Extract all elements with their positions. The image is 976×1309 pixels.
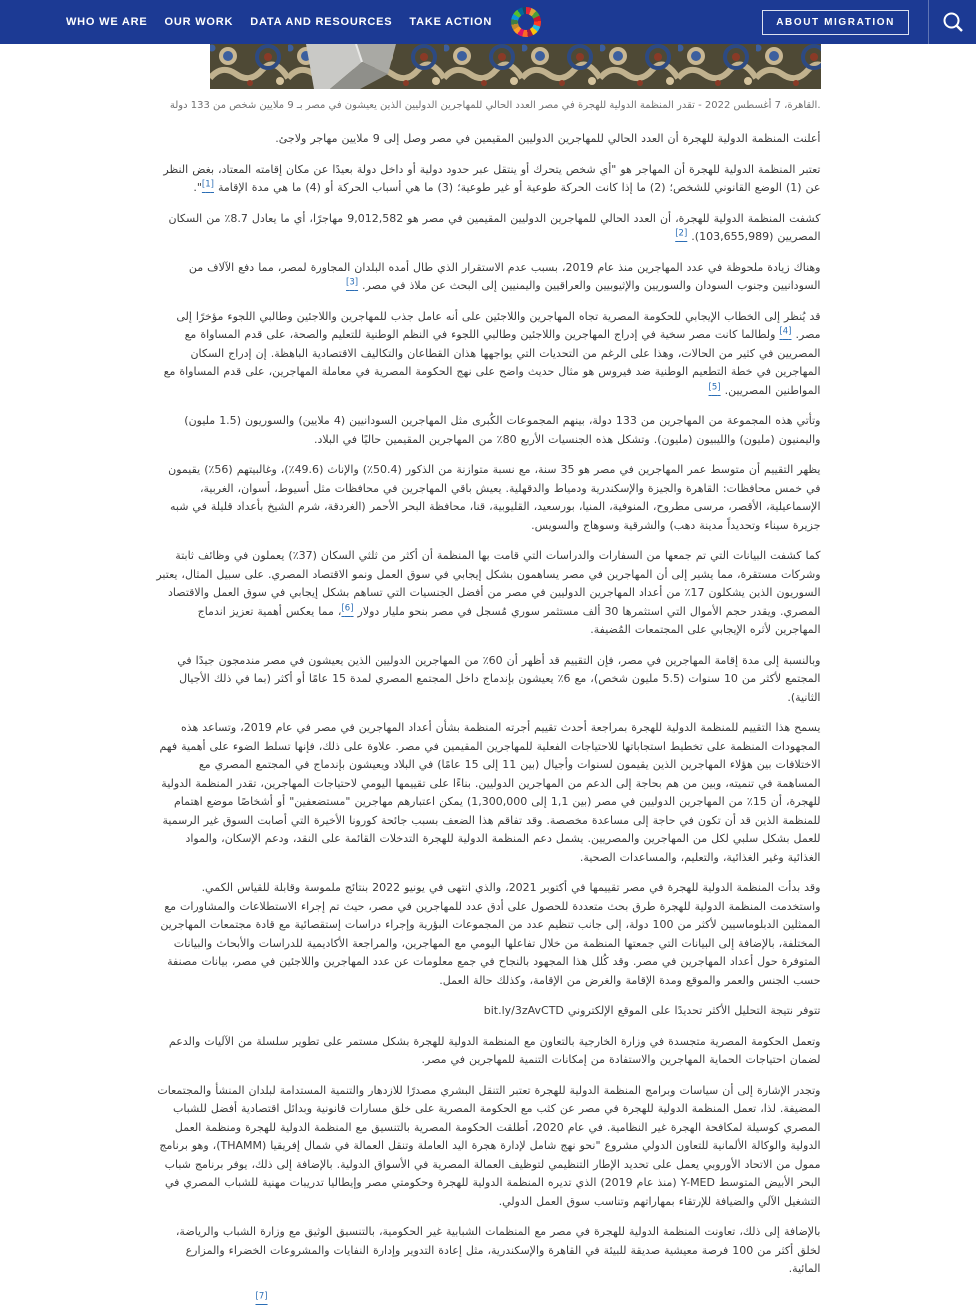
paragraph-text: وتعمل الحكومة المصرية متجسدة في وزارة الخارجية بالتعاون مع المنظمة الدولية للهجرة بشكل مستمر على تطوير سلسلة من الآليات والدعم لضمان احتياجات الحماية المهاجرين والاستفادة من إمكانات التنمية للمهاجرين في مصر. bbox=[169, 1035, 821, 1067]
search-button[interactable] bbox=[929, 0, 976, 44]
paragraph-text: أعلنت المنظمة الدولية للهجرة أن العدد الحالي للمهاجرين الدوليين المقيمين في مصر وصل إلى 9 ملايين مهاجر ولاجئ. bbox=[275, 132, 820, 145]
hero-figure bbox=[210, 44, 821, 89]
article-paragraph bbox=[156, 461, 821, 535]
article-page bbox=[156, 44, 821, 1309]
article-paragraph bbox=[156, 1291, 821, 1309]
article-paragraph bbox=[156, 719, 821, 867]
nav-item-take-action[interactable]: TAKE ACTION bbox=[409, 16, 492, 28]
paragraph-text: قد يُنظر إلى الخطاب الإيجابي للحكومة المصرية تجاه المهاجرين واللاجئين على أنه عامل جذب للمهاجرين واللاجئين وطالبي اللجوء مؤخرًا إلى مصر. bbox=[176, 310, 820, 342]
paragraph-text: وبالنسبة إلى مدة إقامة المهاجرين في مصر، فإن التقييم قد أظهر أن 60٪ من المهاجرين الدوليين الذين يعيشون في مصر مندمجون جيدًا في المجتمع لأكثر من 10 سنوات (5.5 مليون شخص)، مع 6٪ يعيشون بإندماج داخل المجتمع المصري لمدة 15 عامًا أو أكثر (بما في ذلك الأجيال الثانية). bbox=[177, 654, 820, 704]
sdg-wheel-logo-icon bbox=[511, 7, 541, 37]
paragraph-text: يظهر التقييم أن متوسط عمر المهاجرين في مصر هو 35 سنة، مع نسبة متوازنة من الذكور (50.4٪) والإناث (49.6٪)، وغالبيتهم (56٪) يقيمون في خمس محافظات: القاهرة والجيزة والإسكندرية ودمياط والدقهلية. يعيش باقي المهاجرين في محافظات مثل أسيوط، أسوان، الغربية، الإسماعيلية، الأقصر، مرسى مطروح، المنوفية، المنيا، بورسعيد، القليوبية، قنا، محافظة البحر الأحمر (الغردقة، شرم الشيخ بأعداد قليلة في شبه جزيرة سيناء وتحديداً مدينة دهب) والشرقية وسوهاج والسويس. bbox=[168, 463, 820, 532]
paragraph-text: تعتبر المنظمة الدولية للهجرة أن المهاجر هو "أي شخص يتحرك أو ينتقل عبر حدود دولية أو داخل دولة بعيدًا عن مكان إقامته المعتاد، بغض النظر عن (1) الوضع القانوني للشخص؛ (2) ما إذا كانت الحركة طوعية أو غير طوعية؛ (3) ما هي أسباب الحركة أو (4) ما هي مدة الإقامة bbox=[163, 163, 820, 195]
hero-caption: .القاهرة، 7 أغسطس 2022 - تقدر المنظمة الدولية للهجرة في مصر العدد الحالي للمهاجرين الدوليين الذين يعيشون في مصر بـ 9 ملايين شخص من 133 دولة bbox=[156, 98, 821, 113]
footnote-link-3[interactable]: [3] bbox=[346, 279, 358, 292]
external-link[interactable]: bit.ly/3zAvCTD bbox=[484, 1004, 564, 1017]
article-paragraph bbox=[156, 1223, 821, 1279]
paragraph-text: يسمح هذا التقييم للمنظمة الدولية للهجرة بمراجعة أحدث تقييم أجرته المنظمة بشأن أعداد المهاجرين في مصر في عام 2019، وتساعد هذه المجهودات المنظمة على تخطيط استجاباتها للاحتياجات الفعلية للمهاجرين المقيمين في مصر. علاوة على ذلك، فإنها تسلط الضوء على أهمية فهم الاختلافات بين هؤلاء المهاجرين الذين يقيمون لسنوات وأجيال (بين 11 إلى 15 عامًا) في البلاد ويعيشون بإندماج في المجتمع المصري مع المساهمة في تنميته، وبين من هم بحاجة إلى الدعم من المهاجرين الدوليين. بناءًا على تقييمها اليومي لاحتياجات المهاجرين، تقدر المنظمة الدولية للهجرة، أن 15٪ من المهاجرين الدوليين في مصر (بين 1,1 إلى 1,300,000) يمكن اعتبارهم مهاجرين "مستضعفين" أو أشخاصًا موضع اهتمام للمنظمة الذين قد أن تكون في حاجة إلى مساعدة مخصصة. وقد تفاقم هذا الضعف بسبب جائحة كورونا الأخيرة التي أصابت السوق غير الرسمية للعمل بشكل سلبي لكل من المهاجرين والمصريين. يشمل دعم المنظمة الدولية للهجرة التدخلات القائمة على النقد، ودعم الإسكان، والمواد الغذائية وغير الغذائية، والتعليم، والمساعدات الصحية. bbox=[159, 721, 820, 864]
paragraph-text: وهناك زيادة ملحوظة في عدد المهاجرين منذ عام 2019، بسبب عدم الاستقرار الذي طال أمده البلدان المجاورة لمصر، مما دفع الآلاف من السودانيين وجنوب السودان والسوريين والإثيوبيين والعراقيين واليمنيين إلى البحث عن ملاذ في مصر. bbox=[189, 261, 821, 293]
article-paragraph bbox=[156, 879, 821, 990]
footnote-link-2[interactable]: [2] bbox=[675, 230, 687, 243]
paragraph-text: تتوفر نتيجة التحليل الأكثر تحديدًا على الموقع الإلكتروني bbox=[564, 1004, 821, 1017]
paragraph-text: ". bbox=[193, 181, 202, 194]
article-paragraph bbox=[156, 1002, 821, 1021]
nav-item-our-work[interactable]: OUR WORK bbox=[165, 16, 234, 28]
top-navbar bbox=[0, 0, 976, 44]
footnote-link-7[interactable]: [7] bbox=[256, 1293, 268, 1306]
article-paragraph bbox=[156, 652, 821, 708]
footnote-link-1[interactable]: [1] bbox=[202, 181, 214, 194]
article-paragraph bbox=[156, 547, 821, 640]
article-paragraph bbox=[156, 210, 821, 247]
search-icon bbox=[942, 11, 964, 33]
paragraph-text: كما كشفت البيانات التي تم جمعها من السفارات والدراسات التي قامت بها المنظمة أن أكثر من ثلثي السكان (37٪) يعملون في وظائف ثابتة وشركات مستقرة، مما يشير إلى أن المهاجرين في مصر يساهمون بشكل إيجابي في سوق العمل ونمو الاقتصاد المصري. على سبيل المثال، يعتبر السوريون الذين يشكلون 17٪ من أعداد المهاجرين الدوليين في مصر من أفضل الجنسيات التي تساهم بشكل إيجابي في سوق العمل والاقتصاد المصري. ويقدر حجم الأموال التي استثمرها 30 ألف مستثمر سوري مُسجل في مصر بنحو مليار دولار bbox=[156, 549, 820, 618]
paragraph-text: وتجدر الإشارة إلى أن سياسات وبرامج المنظمة الدولية للهجرة تعتبر التنقل البشري مصدرًا للازدهار والتنمية المستدامة لبلدان المنشأ والمجتمعات المضيفة. لذا، تعمل المنظمة الدولية للهجرة في مصر عن كثب مع الحكومة المصرية على خلق مسارات قانونية وبدائل اقتصادية أفضل للشباب المصري كوسيلة لمكافحة الهجرة غير النظامية. في عام 2020، أطلقت الحكومة المصرية بالتنسيق مع المنظمة الدولية للهجرة ومنظمة العمل الدولية والوكالة الألمانية للتعاون الدولي مشروع "نحو نهج شامل لإدارة هجرة اليد العاملة وتنقل العمالة في شمال إفريقيا (THAMM)، وهو برنامج ممول من الاتحاد الأوروبي يعمل على تحديد الإطار التنظيمي لتوظيف العمالة المصرية في الأسواق الدولية. بالإضافة إلى ذلك، يوفر برنامج شباب البحر الأبيض المتوسط Y-MED (منذ عام 2019) الذي تديره المنظمة الدولية للهجرة وحكومتي مصر وإيطاليا تدريبات مهنية للشباب المصري في التشغيل الآلي والضيافة للإرتقاء بمهاراتهم وتناسب سوق العمل الدولي. bbox=[157, 1084, 820, 1208]
primary-nav bbox=[66, 7, 541, 37]
nav-item-data-and-resources[interactable]: DATA AND RESOURCES bbox=[250, 16, 392, 28]
paragraph-text: بالإضافة إلى ذلك، تعاونت المنظمة الدولية للهجرة في مصر مع المنظمات الشبابية غير الحكومية، بالتنسيق الوثيق مع وزارة الشباب والرياضة، لخلق أكثر من 100 فرصة معيشية صديقة للبيئة في القاهرة والإسكندرية، مثل إعادة التدوير وإدارة النفايات والمشروعات الخضراء والمزارع المائية. bbox=[176, 1225, 821, 1275]
article-paragraph bbox=[156, 412, 821, 449]
footnote-link-4[interactable]: [4] bbox=[779, 328, 791, 341]
article-paragraph bbox=[156, 1033, 821, 1070]
about-migration-button[interactable]: ABOUT MIGRATION bbox=[762, 10, 909, 35]
paragraph-text: وتأتي هذه المجموعة من المهاجرين من 133 دولة، بينهم المجموعات الكُبرى مثل المهاجرين السودانيين (4 ملايين) والسوريون (1.5 مليون) واليمنيون (مليون) والليبيون (مليون). وتشكل هذه الجنسيات الأربع 80٪ من المهاجرين المقيمين حاليًا في البلاد. bbox=[184, 414, 820, 446]
hero-image-carpet bbox=[210, 44, 821, 89]
paragraph-text: كشفت المنظمة الدولية للهجرة، أن العدد الحالي للمهاجرين الدوليين المقيمين في مصر هو 9,012,582 مهاجرًا، أي ما يعادل 8.7٪ من السكان المصريين (103,655,989). bbox=[169, 212, 821, 244]
article-paragraph bbox=[156, 161, 821, 198]
paragraph-text: وقد بدأت المنظمة الدولية للهجرة في مصر تقييمها في أكتوبر 2021، والذي انتهى في يونيو 2022 بنتائج ملموسة وقابلة للقياس الكمي. واستخدمت المنظمة الدولية للهجرة طرق بحث متعددة للحصول على أدق عدد للمهاجرين في مصر، حيث تم إجراء الاستطلاعات والمشاورات مع الممثلين الدبلوماسيين لأكثر من 100 دولة، إلى جانب تنظيم عدد من المجموعات البؤرية وإجراء دراسات إستقصائية مع قادة مجتمعات المهاجرين المختلفة، بالإضافة إلى البيانات التي جمعتها المنظمة من خلال تفاعلها اليومي مع المهاجرين، والمراجعة الأكاديمية للدراسات والأبحاث والبيانات المتوفرة حول أعداد المهاجرين في مصر. وقد كُلل هذا المجهود بالنجاح في جمع معلومات عن عدد المهاجرين واللاجئين في مصر، بيانات مصنفة حسب الجنس والعمر والموقع ومدة الإقامة والغرض من الإقامة، وكذلك حالة العمل. bbox=[160, 881, 820, 987]
article-paragraph bbox=[156, 1082, 821, 1212]
article-paragraph bbox=[156, 259, 821, 296]
article-paragraph bbox=[156, 130, 821, 149]
footnote-link-5[interactable]: [5] bbox=[709, 384, 721, 397]
nav-item-who-we-are[interactable]: WHO WE ARE bbox=[66, 16, 148, 28]
footnote-link-6[interactable]: [6] bbox=[341, 605, 353, 618]
article-paragraph bbox=[156, 308, 821, 401]
paragraph-text: ولطالما كانت مصر سخية في إدراج المهاجرين واللاجئين وطالبي اللجوء في النظم الوطنية للتعليم والصحة، على قدم المساواة مع المصريين في كثير من الحالات، وهذا على الرغم من التحديات التي يواجهها هذان القطاعان والتكاليف الاقتصادية الباهظة. إن إدراج السكان المهاجرين في خطة التطعيم الوطنية ضد فيروس هو مثال حديث واضح على نهج الحكومة المصرية في معاملة المهاجرين، على قدم المساواة مع المواطنين المصريين. bbox=[164, 328, 821, 397]
paragraph-text: ، مما يعكس أهمية تعزيز اندماج المهاجرين لأثره الإيجابي على المجتمعات المُضيفة. bbox=[198, 605, 821, 637]
article-body bbox=[156, 130, 821, 1309]
